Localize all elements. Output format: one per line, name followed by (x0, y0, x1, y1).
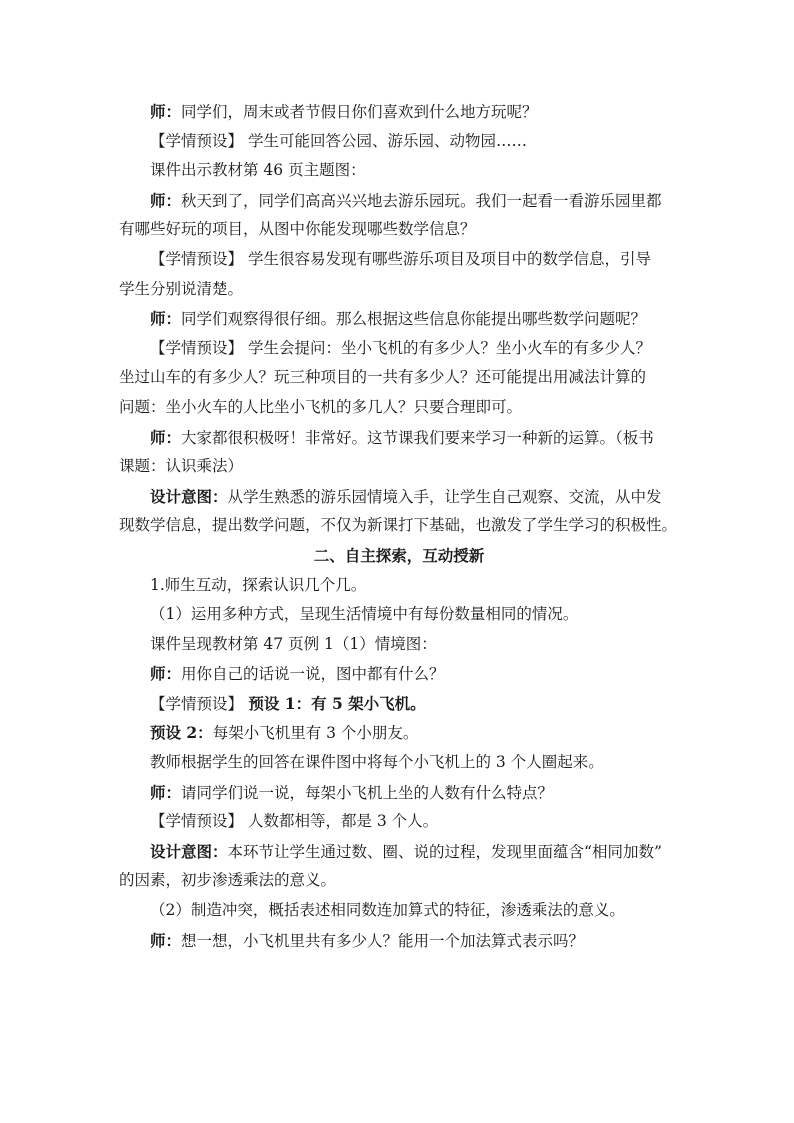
line-text: （2）制造冲突，概括表述相同数连加算式的特征，渗透乘法的意义。 (150, 901, 625, 920)
preset-label: 【学情预设】 (150, 812, 244, 831)
line-text: 现数学信息，提出数学问题，不仅为新课打下基础，也激发了学生学习的积极性。 (119, 516, 678, 535)
section-heading: 二、自主探索，互动授新 (313, 545, 485, 565)
text-line (119, 334, 679, 364)
text-line (119, 896, 679, 926)
text-line (119, 393, 679, 423)
text-line (119, 689, 679, 719)
line-text: 本环节让学生通过数、圈、说的过程，发现里面蕴含“相同加数” (227, 842, 662, 861)
text-line (119, 600, 679, 630)
line-text: 的因素，初步渗透乘法的意义。 (119, 871, 337, 890)
line-text: 同学们，周末或者节假日你们喜欢到什么地方玩呢？ (181, 103, 538, 121)
text-line (119, 215, 679, 245)
line-text: 坐过山车的有多少人？玩三种项目的一共有多少人？还可能提出用减法计算的 (119, 368, 647, 387)
text-line (119, 156, 679, 186)
line-text: 课题：认识乘法） (119, 457, 244, 476)
speaker-label: 师： (150, 782, 182, 802)
text-line (119, 97, 679, 127)
line-text: 用你自己的话说一说，图中都有什么？ (181, 665, 445, 684)
line-text: 秋天到了，同学们高高兴兴地去游乐园玩。我们一起看一看游乐园里都 (181, 191, 662, 210)
line-text: 1.师生互动，探索认识几个几。 (150, 575, 367, 594)
line-text: 教师根据学生的回答在课件图中将每个小飞机上的 3 个人圈起来。 (150, 753, 604, 772)
line-text: 大家都很积极呀！非常好。这节课我们要来学习一种新的运算。（板书 (181, 428, 654, 447)
text-line (119, 275, 679, 305)
speaker-label: 师： (150, 190, 182, 210)
line-text: 请同学们说一说，每架小飞机上坐的人数有什么特点？ (181, 783, 554, 802)
text-line (119, 363, 679, 393)
preset-label: 【学情预设】 (150, 694, 244, 713)
speaker-label: 师： (150, 102, 182, 121)
line-text: 学生很容易发现有哪些游乐项目及项目中的数学信息，引导 (243, 249, 651, 268)
text-line (119, 186, 679, 216)
speaker-label: 师： (150, 427, 182, 447)
line-text: 预设 1：有 5 架小飞机。 (243, 693, 426, 713)
preset-label: 【学情预设】 (150, 131, 244, 150)
design-intent-label: 设计意图： (150, 841, 228, 861)
design-intent-label: 设计意图： (150, 486, 228, 506)
line-text: 从学生熟悉的游乐园情境入手，让学生自己观察、交流，从中发 (227, 487, 662, 506)
preset-label: 【学情预设】 (150, 338, 244, 357)
text-line (119, 718, 679, 748)
line-text: 问题：坐小火车的人比坐小飞机的多几人？只要合理即可。 (119, 397, 523, 416)
preset-2-label: 预设 2： (150, 723, 213, 743)
line-text: 学生分别说清楚。 (119, 279, 244, 298)
text-line (119, 659, 679, 689)
line-text: 想一想，小飞机里共有多少人？能用一个加法算式表示吗？ (181, 931, 585, 950)
text-line (119, 748, 679, 778)
speaker-label: 师： (150, 930, 182, 950)
text-line (119, 245, 679, 275)
line-text: （1）运用多种方式，呈现生活情境中有每份数量相同的情况。 (150, 605, 579, 624)
text-line (119, 926, 679, 956)
preset-label: 【学情预设】 (150, 249, 244, 268)
text-line (119, 511, 679, 541)
line-text: 学生会提问：坐小飞机的有多少人？坐小火车的有多少人？ (243, 338, 651, 357)
text-line (119, 127, 679, 157)
line-text: 课件呈现教材第 47 页例 1（1）情境图： (150, 634, 437, 653)
text-line (119, 630, 679, 660)
text-line (119, 304, 679, 334)
line-text: 课件出示教材第 46 页主题图： (150, 161, 366, 180)
line-text: 人数都相等，都是 3 个人。 (243, 812, 439, 831)
speaker-label: 师： (150, 309, 182, 329)
line-text: 每架小飞机里有 3 个小朋友。 (212, 724, 419, 743)
text-line (119, 807, 679, 837)
text-line (119, 866, 679, 896)
line-text: 学生可能回答公园、游乐园、动物园…… (243, 131, 527, 150)
text-line (119, 452, 679, 482)
line-text: 有哪些好玩的项目，从图中你能发现哪些数学信息？ (119, 220, 476, 239)
text-line (119, 778, 679, 808)
speaker-label: 师： (150, 664, 182, 684)
document-body (119, 97, 679, 955)
text-line (119, 482, 679, 512)
line-text: 同学们观察得很仔细。那么根据这些信息你能提出哪些数学问题呢？ (181, 310, 647, 329)
text-line (119, 423, 679, 453)
text-line (119, 837, 679, 867)
text-line (119, 571, 679, 601)
